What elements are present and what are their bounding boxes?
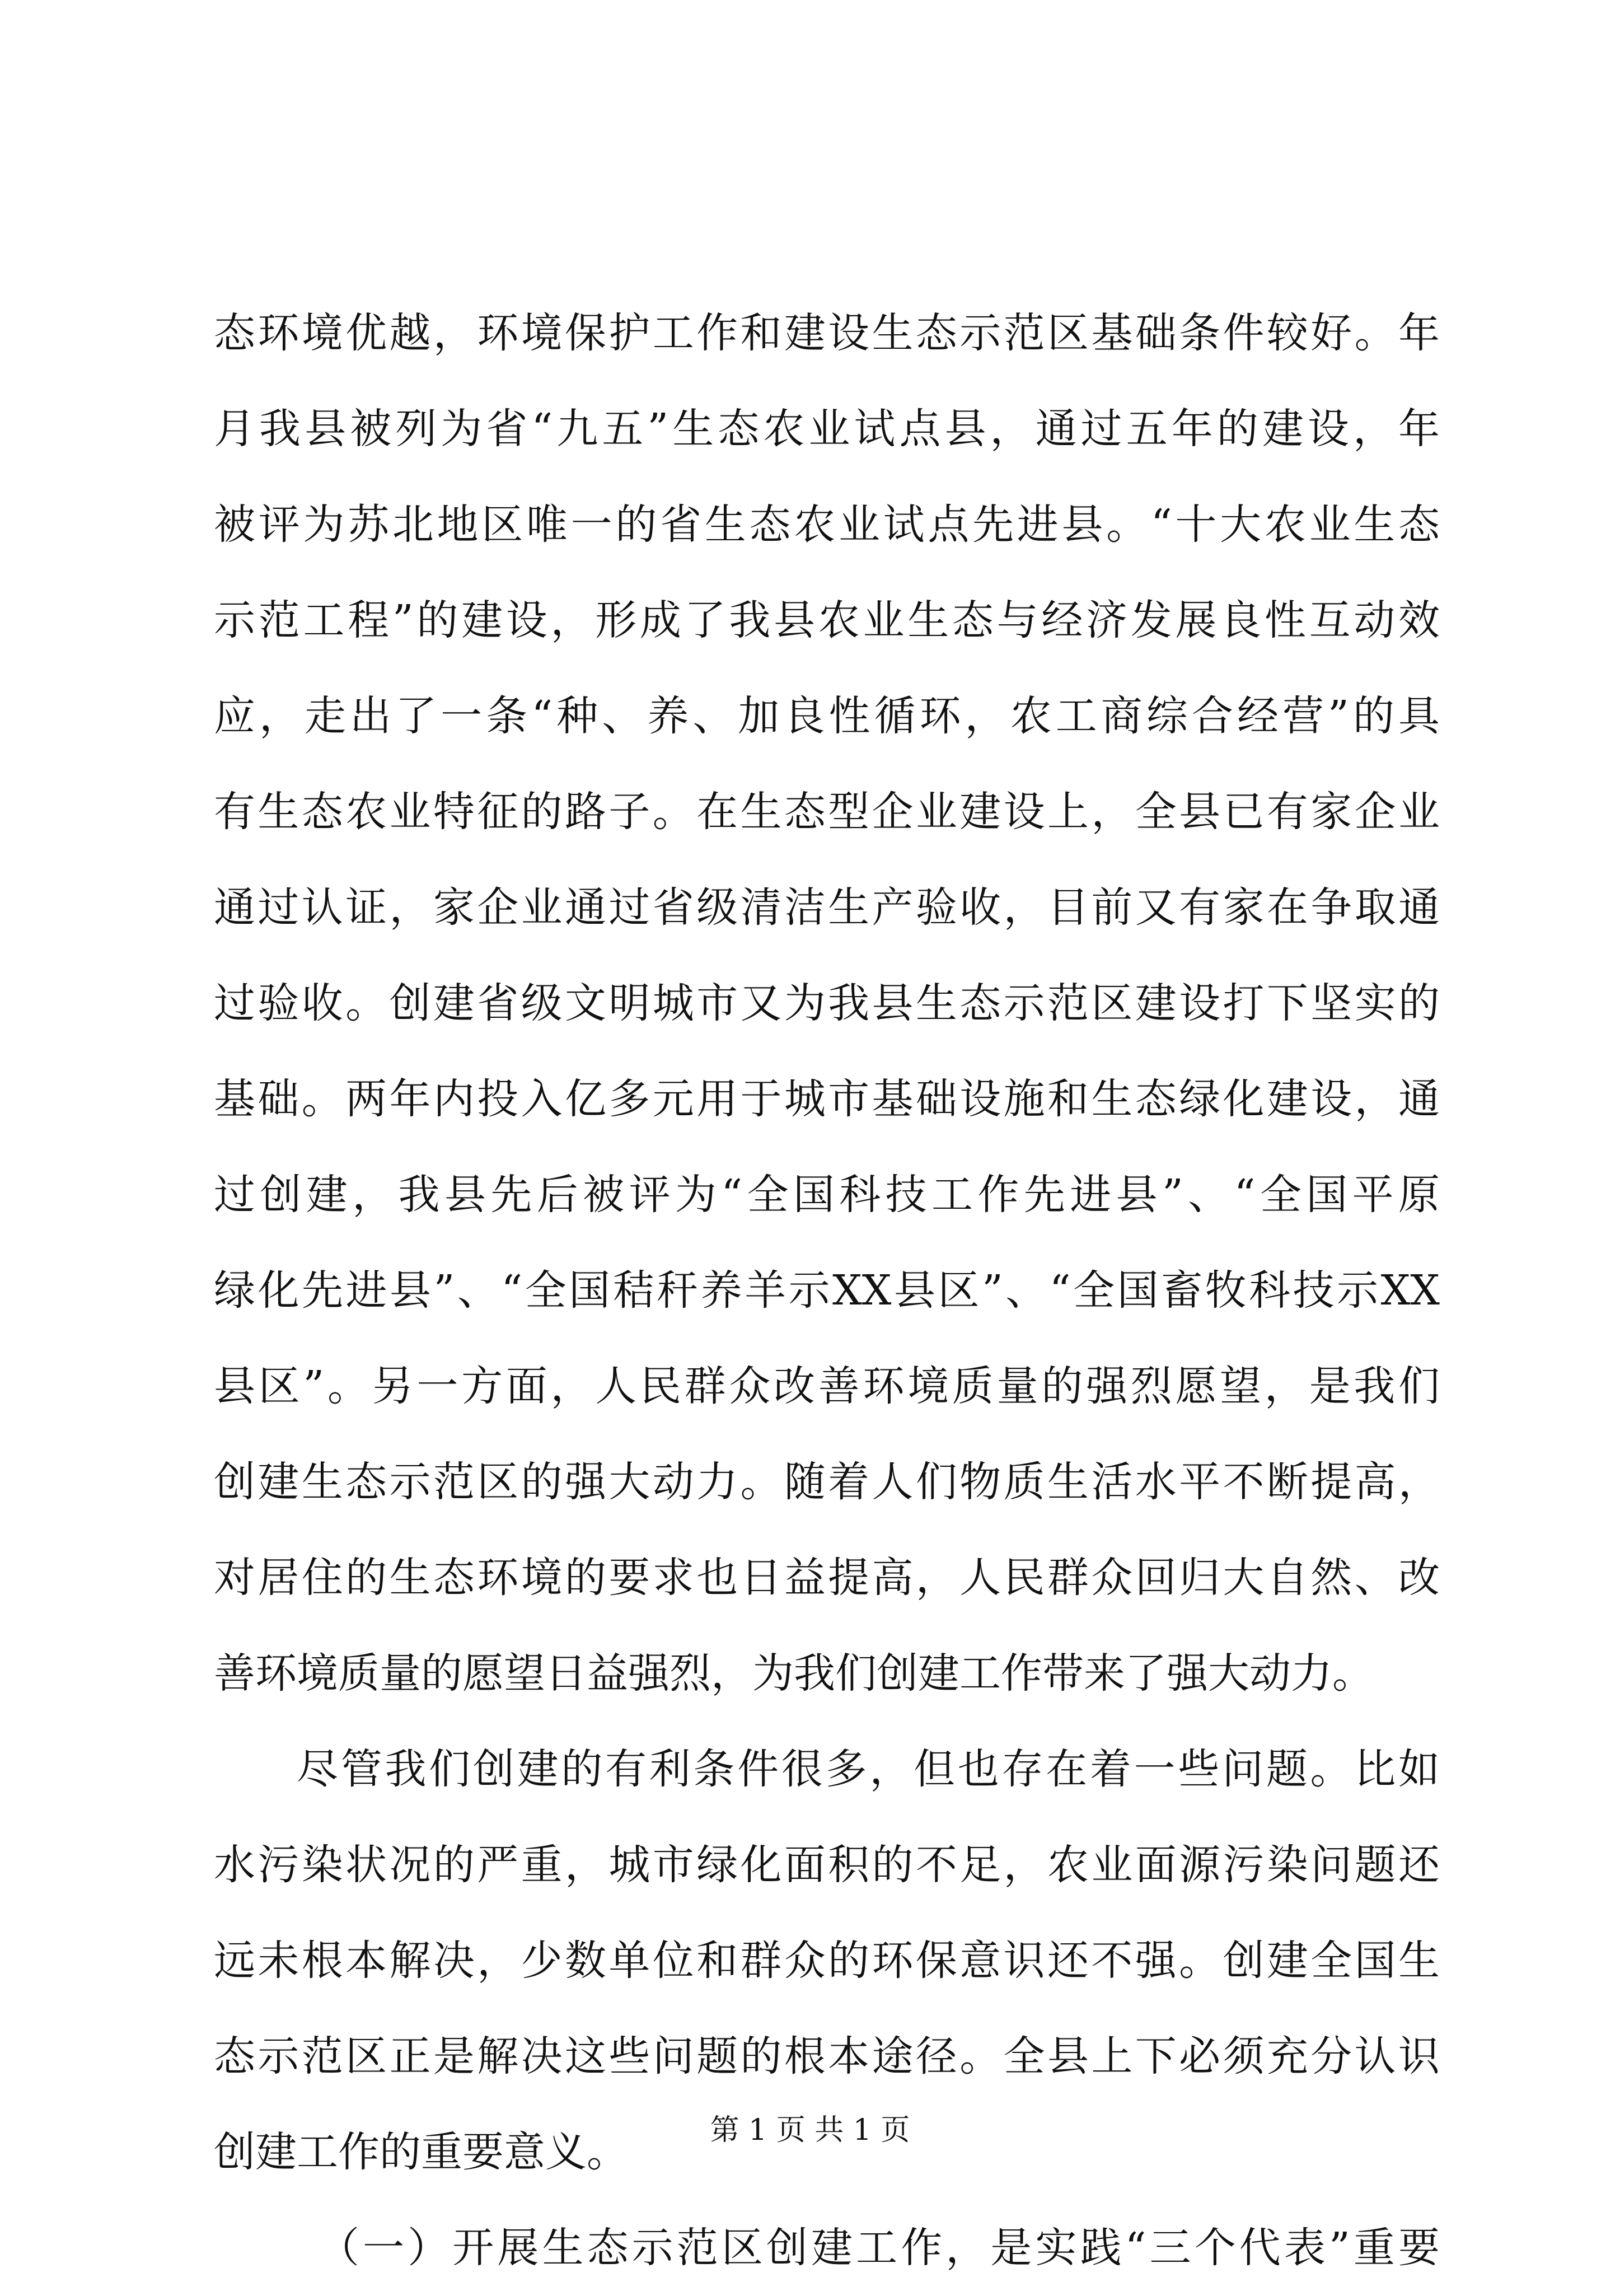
text-line: 水污染状况的严重，城市绿化面积的不足，农业面源污染问题还: [214, 1841, 1440, 1889]
text-line: 基础。两年内投入亿多元用于城市基础设施和生态绿化建设，通: [214, 1075, 1440, 1123]
document-body: [214, 286, 1440, 2296]
page-footer: [0, 2111, 1620, 2150]
text-line: 县区”。另一方面，人民群众改善环境质量的强烈愿望，是我们: [214, 1362, 1440, 1410]
text-line: 月我县被列为省“九五”生态农业试点县，通过五年的建设，年: [214, 405, 1440, 453]
page-number-label: 第 1 页 共 1 页: [710, 2113, 910, 2147]
text-line: 远未根本解决，少数单位和群众的环保意识还不强。创建全国生: [214, 1937, 1440, 1985]
text-line: 被评为苏北地区唯一的省生态农业试点先进县。“十大农业生态: [214, 501, 1440, 549]
text-line: 善环境质量的愿望日益强烈，为我们创建工作带来了强大动力。: [214, 1649, 1374, 1698]
text-line: 态示范区正是解决这些问题的根本途径。全县上下必须充分认识: [214, 2032, 1440, 2080]
text-line: 创建生态示范区的强大动力。随着人们物质生活水平不断提高，: [214, 1458, 1440, 1506]
text-line: 过验收。创建省级文明城市又为我县生态示范区建设打下坚实的: [214, 979, 1440, 1027]
text-line: 创建工作的重要意义。: [214, 2128, 628, 2176]
text-line: 示范工程”的建设，形成了我县农业生态与经济发展良性互动效: [214, 596, 1440, 644]
text-line: 绿化先进县”、“全国秸秆养羊示XX县区”、“全国畜牧科技示XX: [214, 1266, 1440, 1315]
text-line: 尽管我们创建的有利条件很多，但也存在着一些问题。比如: [297, 1745, 1440, 1793]
text-line: 有生态农业特征的路子。在生态型企业建设上，全县已有家企业: [214, 788, 1440, 836]
text-line: 态环境优越，环境保护工作和建设生态示范区基础条件较好。年: [214, 309, 1440, 357]
text-line: （一）开展生态示范区创建工作，是实践“三个代表”重要: [318, 2224, 1440, 2272]
text-line: 过创建，我县先后被评为“全国科技工作先进县”、“全国平原: [214, 1171, 1440, 1219]
text-line: 应，走出了一条“种、养、加良性循环，农工商综合经营”的具: [214, 692, 1440, 740]
text-line: 通过认证，家企业通过省级清洁生产验收，目前又有家在争取通: [214, 883, 1440, 932]
text-line: 对居住的生态环境的要求也日益提高，人民群众回归大自然、改: [214, 1554, 1440, 1602]
